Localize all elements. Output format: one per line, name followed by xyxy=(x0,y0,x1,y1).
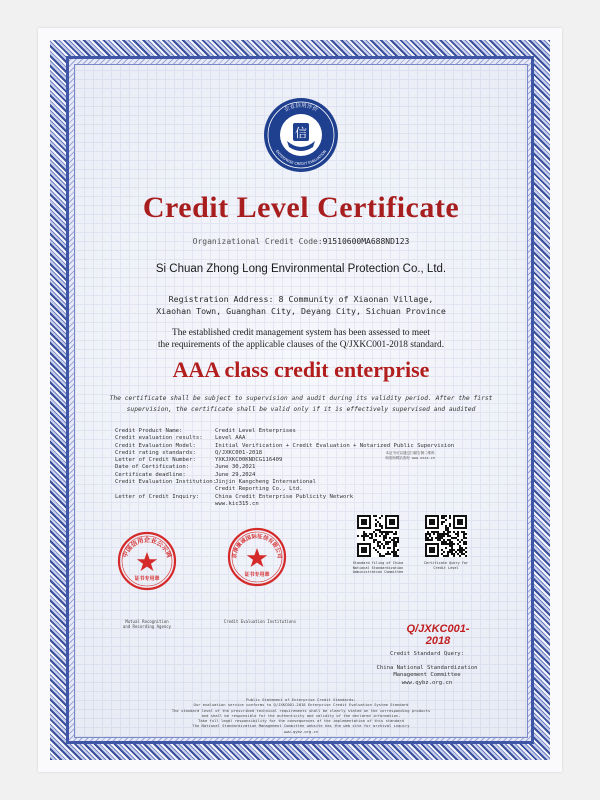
company-name: Si Chuan Zhong Long Environmental Protection Co., Ltd. xyxy=(155,263,447,275)
assessment-line-2: the requirements of the applicable clauses of the Q/JXKC001-2018 standard. xyxy=(157,340,445,350)
footer-line: The National Standardization Management Committee website has the web site for archival inquiry xyxy=(192,723,410,729)
logo-english-arc: ENTERPRISE CREDIT EVALUATION xyxy=(274,149,328,167)
footer-line: Our evaluation service conforms to Q/JXKC001-2018 Enterprise Credit Evaluation System Standard xyxy=(193,702,409,708)
recognition-agency-seal xyxy=(117,531,177,591)
detail-row xyxy=(115,443,454,450)
detail-label: Credit evaluation results: xyxy=(115,435,203,442)
credit-evaluation-logo xyxy=(263,97,339,173)
certificate-body xyxy=(74,64,528,738)
right-seal-text: 京津康诚国际征信有限公司 xyxy=(231,533,283,560)
star-icon xyxy=(247,548,267,567)
registration-address xyxy=(75,293,527,317)
detail-row xyxy=(115,472,454,479)
detail-label xyxy=(115,486,215,493)
footer-line: and shall be responsible for the authenticity and validity of the declared information. xyxy=(201,712,401,718)
assessment-statement xyxy=(75,327,527,351)
right-seal-center: 证书专用章 xyxy=(244,572,270,578)
supervision-line-2: supervision, the certificate shall be valid only if it is effectively supervised and audited xyxy=(126,406,476,413)
qr-label-left: Standard filing of China National Standardization Administration Committee xyxy=(352,561,404,574)
detail-label: Letter of Credit Number: xyxy=(115,457,196,464)
detail-value: www.kic315.cn xyxy=(215,500,259,507)
detail-row xyxy=(115,435,454,442)
query-note-line-2: 和查询网站查询 www.xxxx.cn xyxy=(385,455,435,460)
detail-value: Credit Reporting Co., Ltd. xyxy=(215,486,303,493)
assessment-line-1: The established credit management system has been assessed to meet xyxy=(172,328,430,338)
detail-label: Credit Evaluation Model: xyxy=(115,442,196,449)
supervision-line-1: The certificate shall be subject to supervision and audit during its validity period. After the first xyxy=(109,395,493,402)
qr-label-right: Certificate Query for Credit Level xyxy=(423,561,469,570)
detail-value: June 29,2024 xyxy=(215,471,256,478)
org-code-value: 91510600MA688ND123 xyxy=(322,237,410,246)
footer-line: Public Statement of Enterprise Credit Standards: xyxy=(246,697,356,702)
standard-code-line-1: Q/JXKC001- xyxy=(406,623,470,635)
detail-value: Jinjin Kangcheng International xyxy=(215,479,317,486)
detail-value: Level AAA xyxy=(215,435,246,442)
footer-line: www.qybz.org.cn xyxy=(283,728,319,734)
detail-value: Initial Verification + Credit Evaluation + Notarized Public Supervision xyxy=(215,442,455,449)
certificate-title: Credit Level Certificate xyxy=(142,191,460,224)
standard-query xyxy=(347,651,507,687)
detail-label xyxy=(115,501,215,508)
left-seal-center: 证书专用章 xyxy=(134,576,160,582)
certificate-details xyxy=(115,428,454,508)
detail-value: June 30,2021 xyxy=(215,464,256,471)
query-line-4: www.qybz.org.cn xyxy=(401,679,453,686)
detail-label: Certificate deadline: xyxy=(115,471,186,478)
detail-value: China Credit Enterprise Publicity Network xyxy=(215,493,354,500)
address-line-2: Xiaohan Town, Guanghan City, Deyang City, Sichuan Province xyxy=(156,306,446,316)
detail-label: Credit Evaluation Institution: xyxy=(115,479,217,486)
detail-value: YXKJXKC00KNDCG116409 xyxy=(215,457,283,464)
query-line-1: Credit Standard Query: xyxy=(389,651,465,657)
detail-row xyxy=(115,428,454,435)
right-seal-label: Credit Evaluation Institutions xyxy=(223,619,297,624)
detail-row xyxy=(115,479,454,486)
left-seal-label xyxy=(105,619,189,629)
query-note xyxy=(375,451,445,460)
address-line-1: Registration Address: 8 Community of Xiaonan Village, xyxy=(168,294,434,304)
detail-row xyxy=(115,494,454,501)
detail-value: Q/JXKC001-2018 xyxy=(215,449,263,456)
detail-label: Letter of Credit Inquiry: xyxy=(115,493,200,500)
detail-label: Credit rating standards: xyxy=(115,449,196,456)
supervision-note xyxy=(75,393,527,415)
organizational-credit-code xyxy=(75,237,527,246)
standard-code-line-2: 2018 xyxy=(425,635,451,647)
detail-label: Date of Certification: xyxy=(115,464,190,471)
evaluation-institution-seal xyxy=(227,527,287,587)
star-icon xyxy=(137,552,157,571)
left-seal-text: 中国信用企业公示网 xyxy=(121,537,173,559)
left-seal-label-1: Mutual Recognition xyxy=(125,619,169,624)
public-statement-footer xyxy=(75,697,527,734)
logo-center-char: 信 xyxy=(294,126,308,140)
standard-code xyxy=(375,623,501,647)
qr-code-certificate-query[interactable] xyxy=(425,515,467,557)
detail-value: Credit Level Enterprises xyxy=(215,428,296,434)
left-seal-label-2: and Recording Agency xyxy=(122,624,172,629)
query-line-2: China National Standardization xyxy=(376,664,478,671)
qr-code-standard-filing[interactable] xyxy=(357,515,399,557)
detail-label: Credit Product Name: xyxy=(115,428,183,434)
detail-row xyxy=(115,486,454,493)
org-code-label: Organizational Credit Code: xyxy=(192,237,323,246)
query-note-line-1: 本证书可以通过扫描右侧二维码 xyxy=(385,451,435,455)
footer-line: Take full legal responsibility for the consequences of the implementation of this standard xyxy=(198,718,404,724)
credit-grade: AAA class credit enterprise xyxy=(172,357,430,382)
query-line-3: Management Committee xyxy=(393,672,461,678)
detail-row xyxy=(115,464,454,471)
footer-line: The standard level of the prescribed technical requirements shall be clearly stated on the corresponding products xyxy=(171,707,431,713)
detail-row xyxy=(115,501,454,508)
logo-chinese-arc: 企业信用评价 xyxy=(283,102,319,114)
